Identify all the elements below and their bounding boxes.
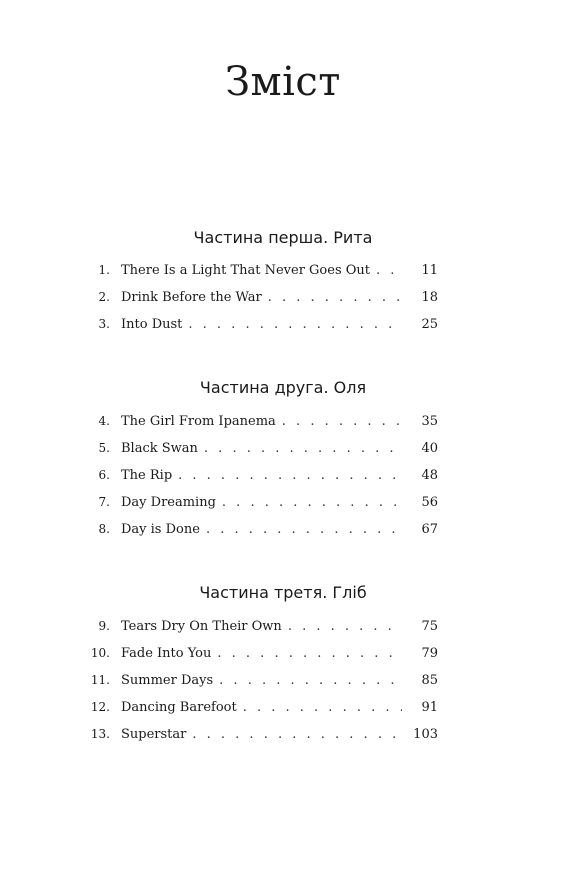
- toc-entry[interactable]: [88, 314, 438, 334]
- toc-entry[interactable]: [88, 697, 438, 717]
- chapter-title: The Rip: [121, 468, 173, 483]
- page-number: 67: [421, 522, 438, 537]
- dot-leader: [204, 439, 402, 459]
- chapter-title: Day Dreaming: [121, 495, 216, 510]
- dot-leader: [192, 725, 402, 745]
- toc-entry[interactable]: [88, 670, 438, 690]
- dot-leader: [188, 315, 402, 335]
- toc-entry[interactable]: [88, 616, 438, 636]
- dot-leader: [222, 493, 402, 513]
- chapter-number: 5.: [98, 441, 110, 455]
- toc-entry[interactable]: [88, 287, 438, 307]
- page-number: 103: [413, 727, 438, 742]
- chapter-title: The Girl From Ipanema: [121, 414, 276, 429]
- toc-entry[interactable]: [88, 643, 438, 663]
- toc-entry[interactable]: [88, 492, 438, 512]
- page-number: 56: [421, 495, 438, 510]
- chapter-number: 9.: [98, 619, 110, 633]
- page-number: 11: [421, 263, 438, 278]
- chapter-number: 2.: [98, 290, 110, 304]
- page-number: 85: [421, 673, 438, 688]
- chapter-title: Dancing Barefoot: [121, 700, 237, 715]
- toc-entry[interactable]: [88, 519, 438, 539]
- chapter-title: Day is Done: [121, 522, 200, 537]
- page-number: 40: [421, 441, 438, 456]
- page-number: 79: [421, 646, 438, 661]
- chapter-number: 12.: [90, 700, 110, 714]
- toc-entry[interactable]: [88, 465, 438, 485]
- part-title: Частина перша. Рита: [193, 228, 373, 247]
- toc-entry[interactable]: [88, 260, 438, 280]
- chapter-title: Tears Dry On Their Own: [121, 619, 282, 634]
- page-number: 25: [421, 317, 438, 332]
- dot-leader: [288, 617, 402, 637]
- page-number: 35: [421, 414, 438, 429]
- chapter-title: There Is a Light That Never Goes Out: [121, 263, 371, 278]
- dot-leader: [217, 644, 402, 664]
- chapter-title: Summer Days: [121, 673, 214, 688]
- dot-leader: [243, 698, 402, 718]
- dot-leader: [178, 466, 402, 486]
- toc-entry[interactable]: [88, 438, 438, 458]
- chapter-title: Fade Into You: [121, 646, 212, 661]
- dot-leader: [206, 520, 402, 540]
- page-number: 91: [421, 700, 438, 715]
- chapter-number: 3.: [98, 317, 110, 331]
- chapter-number: 8.: [98, 522, 110, 536]
- page-title: Зміст: [225, 59, 341, 105]
- page-number: 18: [421, 290, 438, 305]
- dot-leader: [219, 671, 402, 691]
- toc-entry[interactable]: [88, 411, 438, 431]
- page-number: 75: [421, 619, 438, 634]
- part-title: Частина друга. Оля: [199, 378, 367, 397]
- page-number: 48: [421, 468, 438, 483]
- chapter-number: 11.: [90, 673, 110, 687]
- chapter-title: Superstar: [121, 727, 187, 742]
- chapter-number: 4.: [98, 414, 110, 428]
- toc-entry[interactable]: [88, 724, 438, 744]
- chapter-number: 13.: [90, 727, 110, 741]
- chapter-title: Black Swan: [121, 441, 198, 456]
- chapter-number: 1.: [98, 263, 110, 277]
- chapter-title: Into Dust: [121, 317, 183, 332]
- chapter-number: 7.: [98, 495, 110, 509]
- dot-leader: [268, 288, 402, 308]
- chapter-title: Drink Before the War: [121, 290, 262, 305]
- chapter-number: 10.: [90, 646, 110, 660]
- chapter-number: 6.: [98, 468, 110, 482]
- dot-leader: [282, 412, 402, 432]
- dot-leader: [376, 261, 402, 281]
- part-title: Частина третя. Гліб: [199, 583, 367, 602]
